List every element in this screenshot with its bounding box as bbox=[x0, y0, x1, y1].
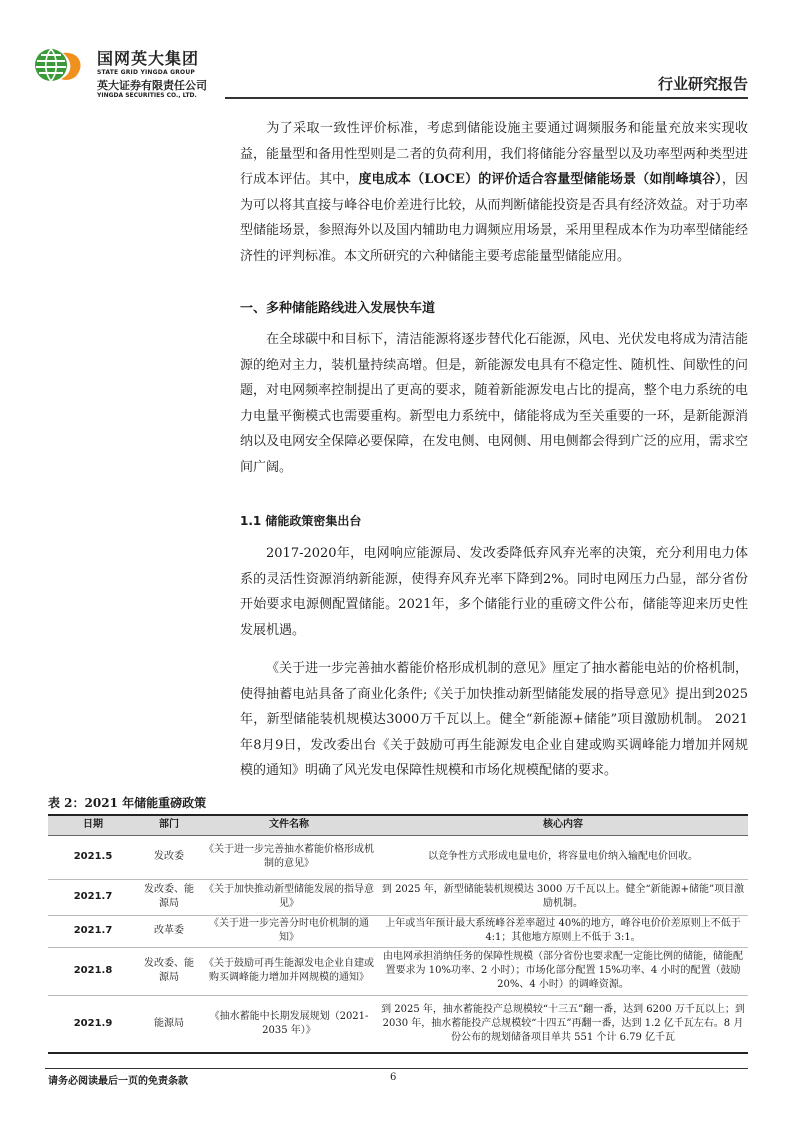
cell-content: 由电网承担消纳任务的保障性规模（部分省份也要求配一定能比例的储能，储能配置要求为 10%功率、2 小时）；市场化部分配置 15%功率、4 小时的配置（鼓励 20%、4 小时）的调峰资源。 bbox=[378, 947, 748, 995]
cell-dept: 发改委 bbox=[138, 835, 200, 879]
brand-name-cn: 国网英大集团 bbox=[97, 49, 200, 68]
cell-date: 2021.9 bbox=[48, 995, 138, 1053]
table-row bbox=[48, 915, 748, 947]
cell-date: 2021.7 bbox=[48, 879, 138, 915]
header-divider bbox=[225, 97, 748, 99]
cell-date: 2021.7 bbox=[48, 915, 138, 947]
cell-content: 到 2025 年，新型储能装机规模达 3000 万千瓦以上。健全“新能源+储能”项目激励机制。 bbox=[378, 879, 748, 915]
footer-disclaimer: 请务必阅读最后一页的免责条款 bbox=[48, 1076, 188, 1087]
intro-text-1: 为了采取一致性评价标准，考虑到储能设施主要通过调频服务和能量充放来实现收益，能量型和备用性型则是二者的负荷利用，我们将储能分容量型以及功率型两种类型进行成本评估。其中， bbox=[240, 121, 748, 188]
cell-date: 2021.5 bbox=[48, 835, 138, 879]
report-type-label: 行业研究报告 bbox=[657, 75, 748, 93]
intro-bold-text: 度电成本（LOCE）的评价适合容量型储能场景（如削峰填谷） bbox=[358, 172, 722, 188]
table-caption: 表 2：2021 年储能重磅政策 bbox=[48, 796, 207, 810]
brand-name-en: STATE GRID YINGDA GROUP bbox=[97, 69, 196, 76]
cell-doc: 《关于进一步完善分时电价机制的通知》 bbox=[200, 915, 378, 947]
cell-date: 2021.8 bbox=[48, 947, 138, 995]
table-row bbox=[48, 835, 748, 879]
cell-doc: 《关于鼓励可再生能源发电企业自建或购买调峰能力增加并网规模的通知》 bbox=[200, 947, 378, 995]
intro-paragraph bbox=[240, 116, 748, 270]
cell-doc: 《关于进一步完善抽水蓄能价格形成机制的意见》 bbox=[200, 835, 378, 879]
column-header-date: 日期 bbox=[48, 815, 138, 835]
state-grid-globe-logo-icon bbox=[33, 47, 85, 83]
page-number: 6 bbox=[390, 1072, 397, 1083]
table-row bbox=[48, 879, 748, 915]
company-name-en: YINGDA SECURITIES CO., LTD. bbox=[97, 92, 197, 99]
section11-paragraph-2 bbox=[240, 656, 748, 784]
cell-dept: 改革委 bbox=[138, 915, 200, 947]
company-brand bbox=[97, 50, 207, 100]
cell-dept: 能源局 bbox=[138, 995, 200, 1053]
section1-text: 在全球碳中和目标下，清洁能源将逐步替代化石能源，风电、光伏发电将成为清洁能源的绝对主力，装机量持续高增。但是，新能源发电具有不稳定性、随机性、间歇性的问题，对电网频率控制提出了更高的要求，随着新能源发电占比的提高，整个电力系统的电力电量平衡模式也需要重构。新型电力系统中，储能将成为至关重要的一环，是新能源消纳以及电网安全保障必要保障，在发电侧、电网侧、用电侧都会得到广泛的应用，需求空间广阔。 bbox=[240, 332, 748, 475]
section-heading-1-1: 1.1 储能政策密集出台 bbox=[240, 514, 362, 528]
section11-text-2: 《关于进一步完善抽水蓄能价格形成机制的意见》厘定了抽水蓄能电站的价格机制，使得抽蓄电站具备了商业化条件;《关于加快推动新型储能发展的指导意见》提出到2025年，新型储能装机规模达3000万千瓦以上。健全“新能源+储能”项目激励机制。 2021年8月9日，发改委出台《关于鼓励可再生能源发电企业自建或购买调峰能力增加并网规模的通知》明确了风光发电保障性规模和市场化规模配储的要求。 bbox=[240, 661, 748, 779]
cell-content: 到 2025 年，抽水蓄能投产总规模较“十三五”翻一番，达到 6200 万千瓦以上；到 2030 年，抽水蓄能投产总规模较“十四五”再翻一番，达到 1.2 亿千瓦左右。8 月份公布的规划储备项目单共 551 个计 6.79 亿千瓦 bbox=[378, 995, 748, 1053]
column-header-content: 核心内容 bbox=[378, 815, 748, 835]
cell-doc: 《关于加快推动新型储能发展的指导意见》 bbox=[200, 879, 378, 915]
table-row bbox=[48, 995, 748, 1053]
section-heading-1: 一、多种储能路线进入发展快车道 bbox=[240, 301, 436, 316]
page-header bbox=[0, 0, 793, 100]
section1-paragraph bbox=[240, 327, 748, 481]
cell-dept: 发改委、能源局 bbox=[138, 947, 200, 995]
intro-text-2: ，因为可以将其直接与峰谷电价差进行比较，从而判断储能投资是否具有经济效益。对于功率型储能场景，参照海外以及国内辅助电力调频应用场景，采用里程成本作为功率型储能经济性的评判标准。本文所研究的六种储能主要考虑能量型储能应用。 bbox=[240, 172, 748, 264]
policy-table bbox=[48, 814, 748, 1054]
column-header-dept: 部门 bbox=[138, 815, 200, 835]
table-row bbox=[48, 947, 748, 995]
cell-content: 上年或当年预计最大系统峰谷差率超过 40%的地方，峰谷电价价差原则上不低于 4:1；其他地方原则上不低于 3:1。 bbox=[378, 915, 748, 947]
company-name-cn: 英大证券有限责任公司 bbox=[97, 79, 207, 92]
table-header-row bbox=[48, 815, 748, 835]
section11-paragraph-1 bbox=[240, 541, 748, 643]
cell-dept: 发改委、能源局 bbox=[138, 879, 200, 915]
cell-content: 以竞争性方式形成电量电价，将容量电价纳入输配电价回收。 bbox=[378, 835, 748, 879]
cell-doc: 《抽水蓄能中长期发展规划（2021-2035 年）》 bbox=[200, 995, 378, 1053]
column-header-doc: 文件名称 bbox=[200, 815, 378, 835]
footer-divider bbox=[45, 1068, 748, 1069]
section11-text-1: 2017-2020年，电网响应能源局、发改委降低弃风弃光率的决策，充分利用电力体系的灵活性资源消纳新能源，使得弃风弃光率下降到2%。同时电网压力凸显，部分省份开始要求电源侧配置储能。2021年，多个储能行业的重磅文件公布，储能等迎来历史性发展机遇。 bbox=[240, 546, 748, 638]
